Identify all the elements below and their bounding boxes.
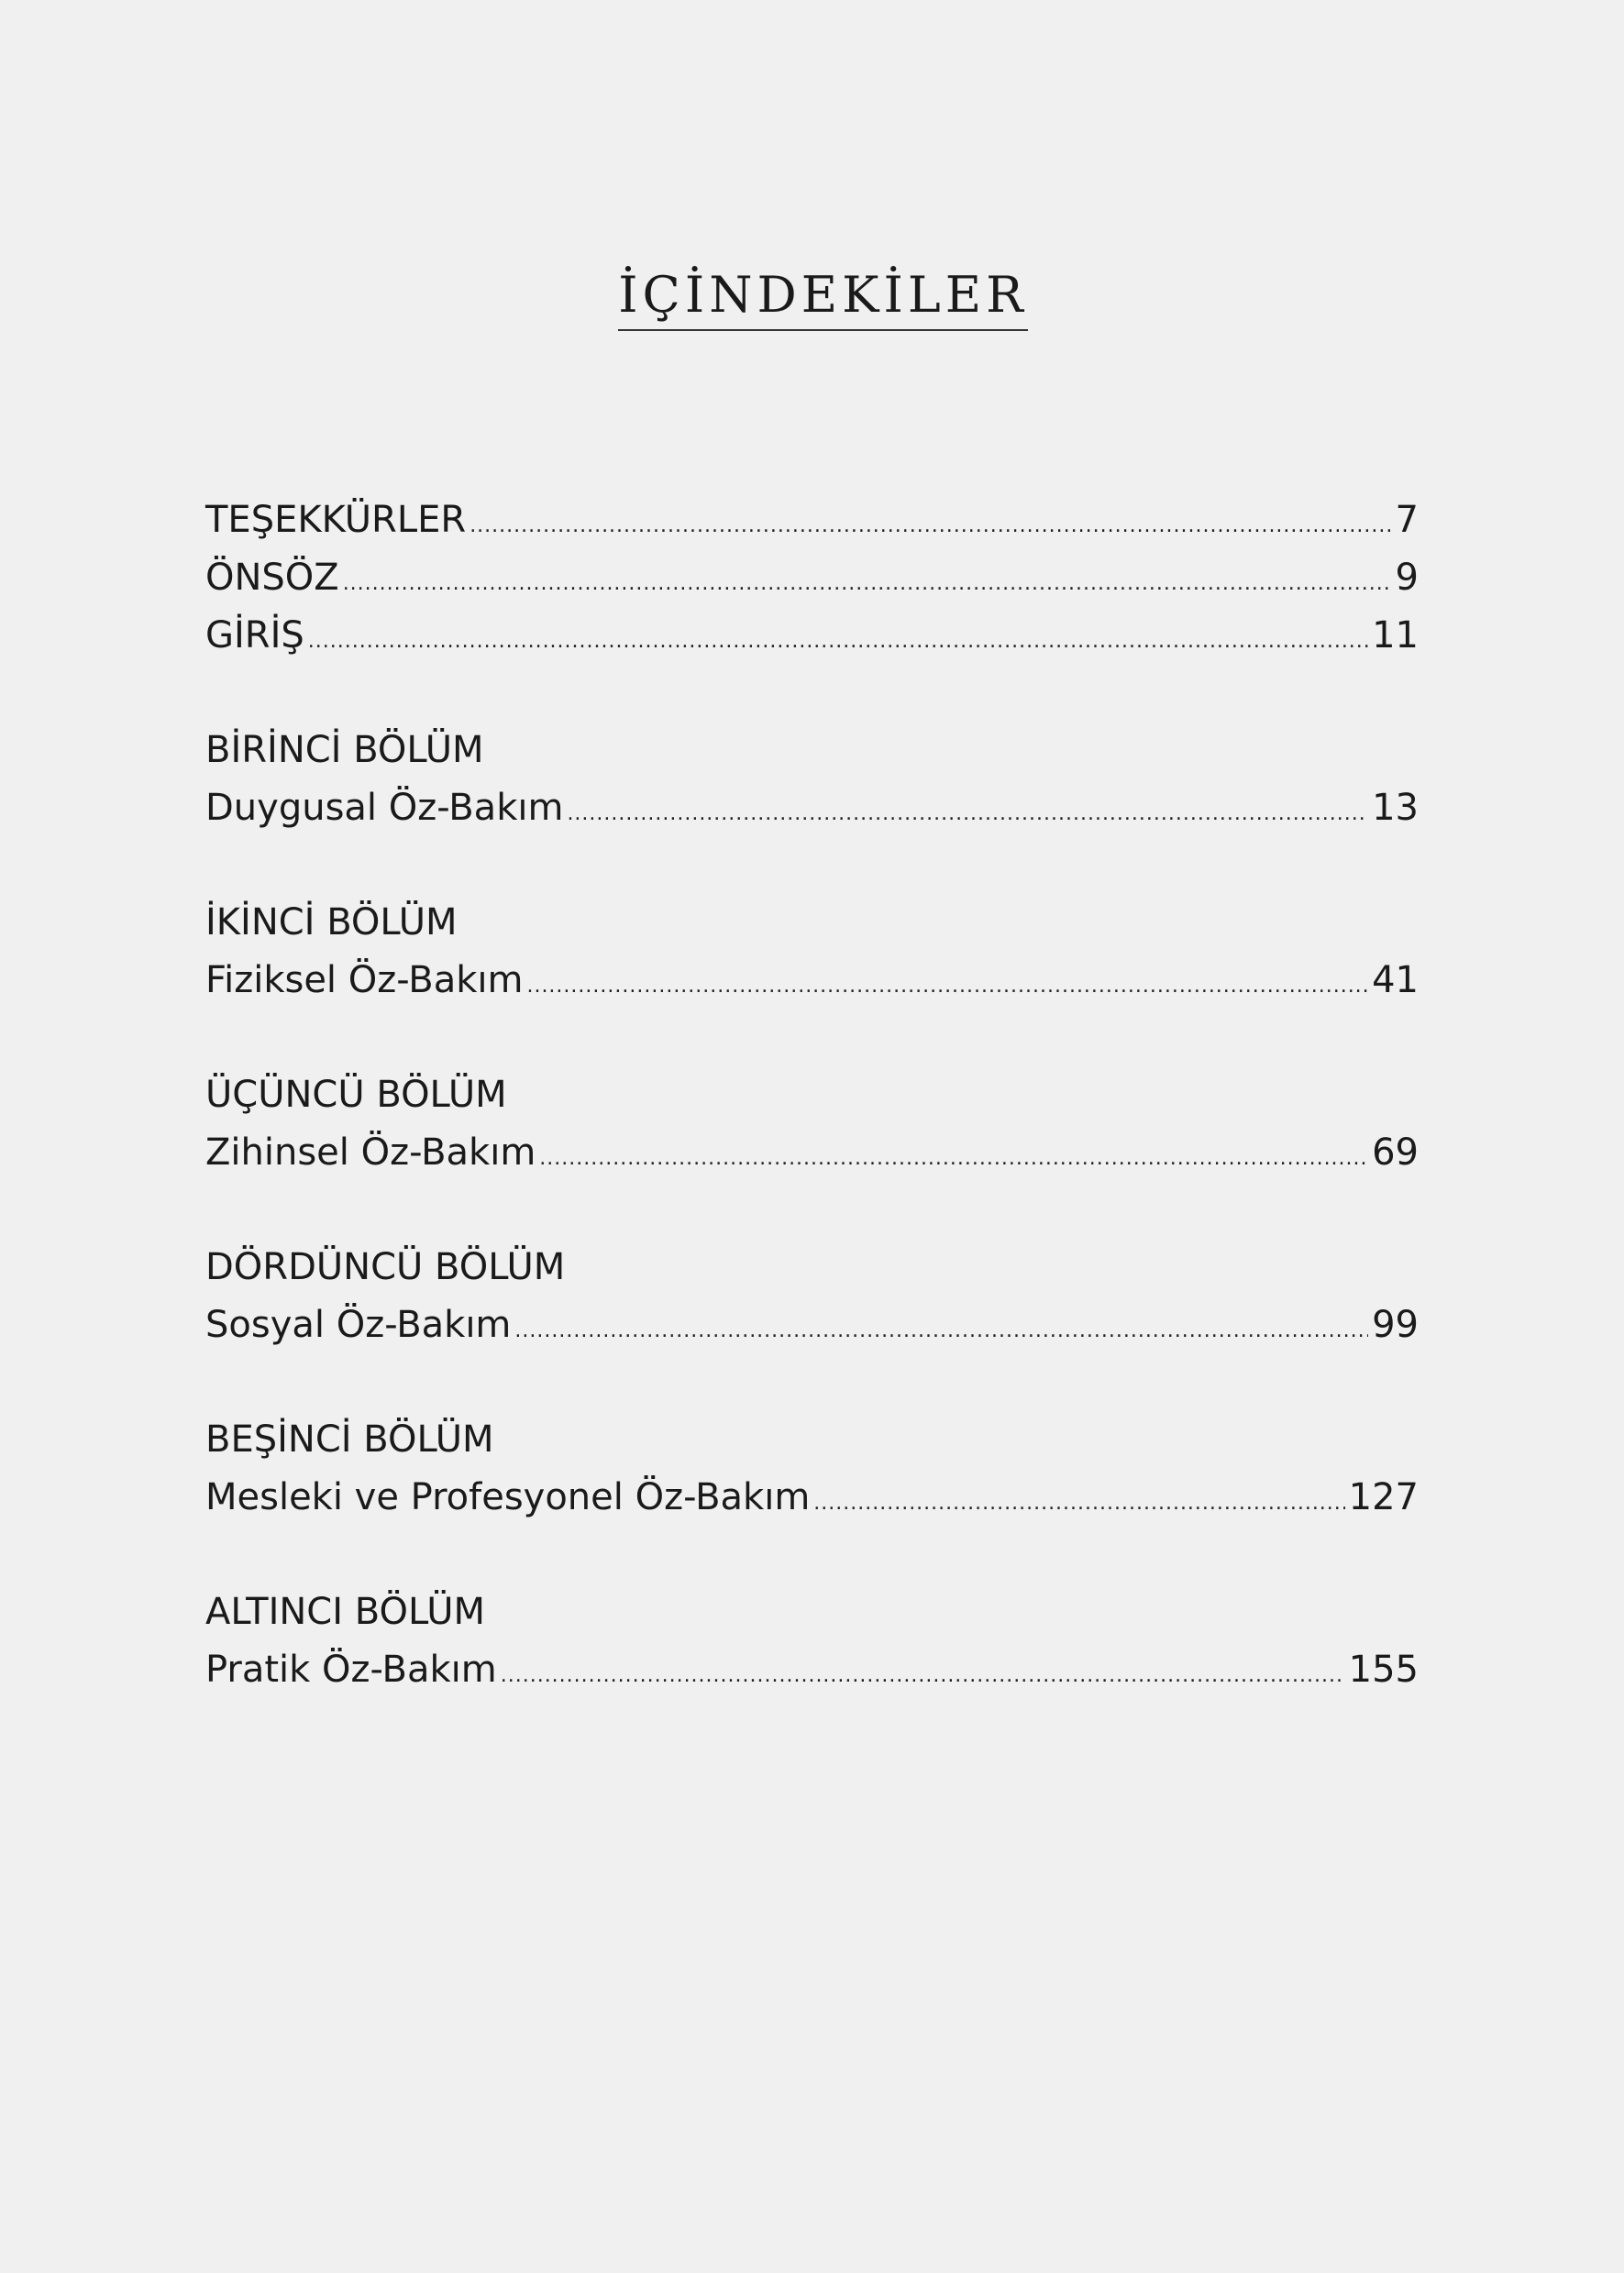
toc-entry-chapter-3[interactable]: [205, 1124, 1419, 1182]
toc-entry-chapter-6[interactable]: [205, 1641, 1419, 1699]
page-title: İÇİNDEKİLER: [618, 268, 1028, 331]
toc-entry-label: Sosyal Öz-Bakım: [205, 1304, 512, 1346]
table-of-contents: [205, 491, 1419, 1699]
toc-page-number: 11: [1372, 614, 1419, 657]
toc-entry-introduction[interactable]: [205, 607, 1419, 665]
toc-entry-chapter-4[interactable]: [205, 1296, 1419, 1354]
toc-entry-label: Duygusal Öz-Bakım: [205, 787, 564, 829]
toc-entry-label: Zihinsel Öz-Bakım: [205, 1131, 536, 1174]
toc-page-number: 99: [1372, 1304, 1419, 1346]
toc-page-number: 13: [1372, 787, 1419, 829]
toc-entry-label: ÖNSÖZ: [205, 557, 339, 599]
title-container: [0, 268, 1624, 331]
toc-page-number: 69: [1372, 1131, 1419, 1174]
toc-entry-chapter-5[interactable]: [205, 1469, 1419, 1527]
toc-page-number: 41: [1372, 959, 1419, 1001]
dot-leader: [813, 1474, 1344, 1532]
chapter-heading: ALTINCI BÖLÜM: [205, 1591, 486, 1633]
dot-leader: [343, 555, 1392, 612]
toc-page-number: 9: [1395, 557, 1419, 599]
chapter-heading: İKİNCİ BÖLÜM: [205, 901, 458, 943]
toc-entry-chapter-2[interactable]: [205, 952, 1419, 1010]
chapter-heading: ÜÇÜNCÜ BÖLÜM: [205, 1074, 507, 1116]
toc-entry-label: Mesleki ve Profesyonel Öz-Bakım: [205, 1476, 811, 1518]
chapter-heading: BEŞİNCİ BÖLÜM: [205, 1418, 494, 1461]
toc-entry-chapter-1[interactable]: [205, 779, 1419, 837]
dot-leader: [526, 957, 1368, 1015]
dot-leader: [567, 785, 1368, 843]
toc-entry-label: TEŞEKKÜRLER: [205, 499, 467, 541]
chapter-heading: DÖRDÜNCÜ BÖLÜM: [205, 1246, 566, 1288]
dot-leader: [514, 1302, 1368, 1360]
toc-entry-label: GİRİŞ: [205, 614, 304, 657]
dot-leader: [308, 612, 1368, 670]
dot-leader: [470, 497, 1391, 555]
toc-entry-label: Fiziksel Öz-Bakım: [205, 959, 524, 1001]
dot-leader: [501, 1647, 1345, 1705]
toc-entry-acknowledgements[interactable]: [205, 491, 1419, 549]
toc-entry-foreword[interactable]: [205, 549, 1419, 607]
toc-page-number: 155: [1348, 1649, 1419, 1691]
dot-leader: [539, 1130, 1368, 1187]
toc-page-number: 127: [1348, 1476, 1419, 1518]
toc-page-number: 7: [1395, 499, 1419, 541]
chapter-heading: BİRİNCİ BÖLÜM: [205, 729, 484, 771]
toc-entry-label: Pratik Öz-Bakım: [205, 1649, 497, 1691]
